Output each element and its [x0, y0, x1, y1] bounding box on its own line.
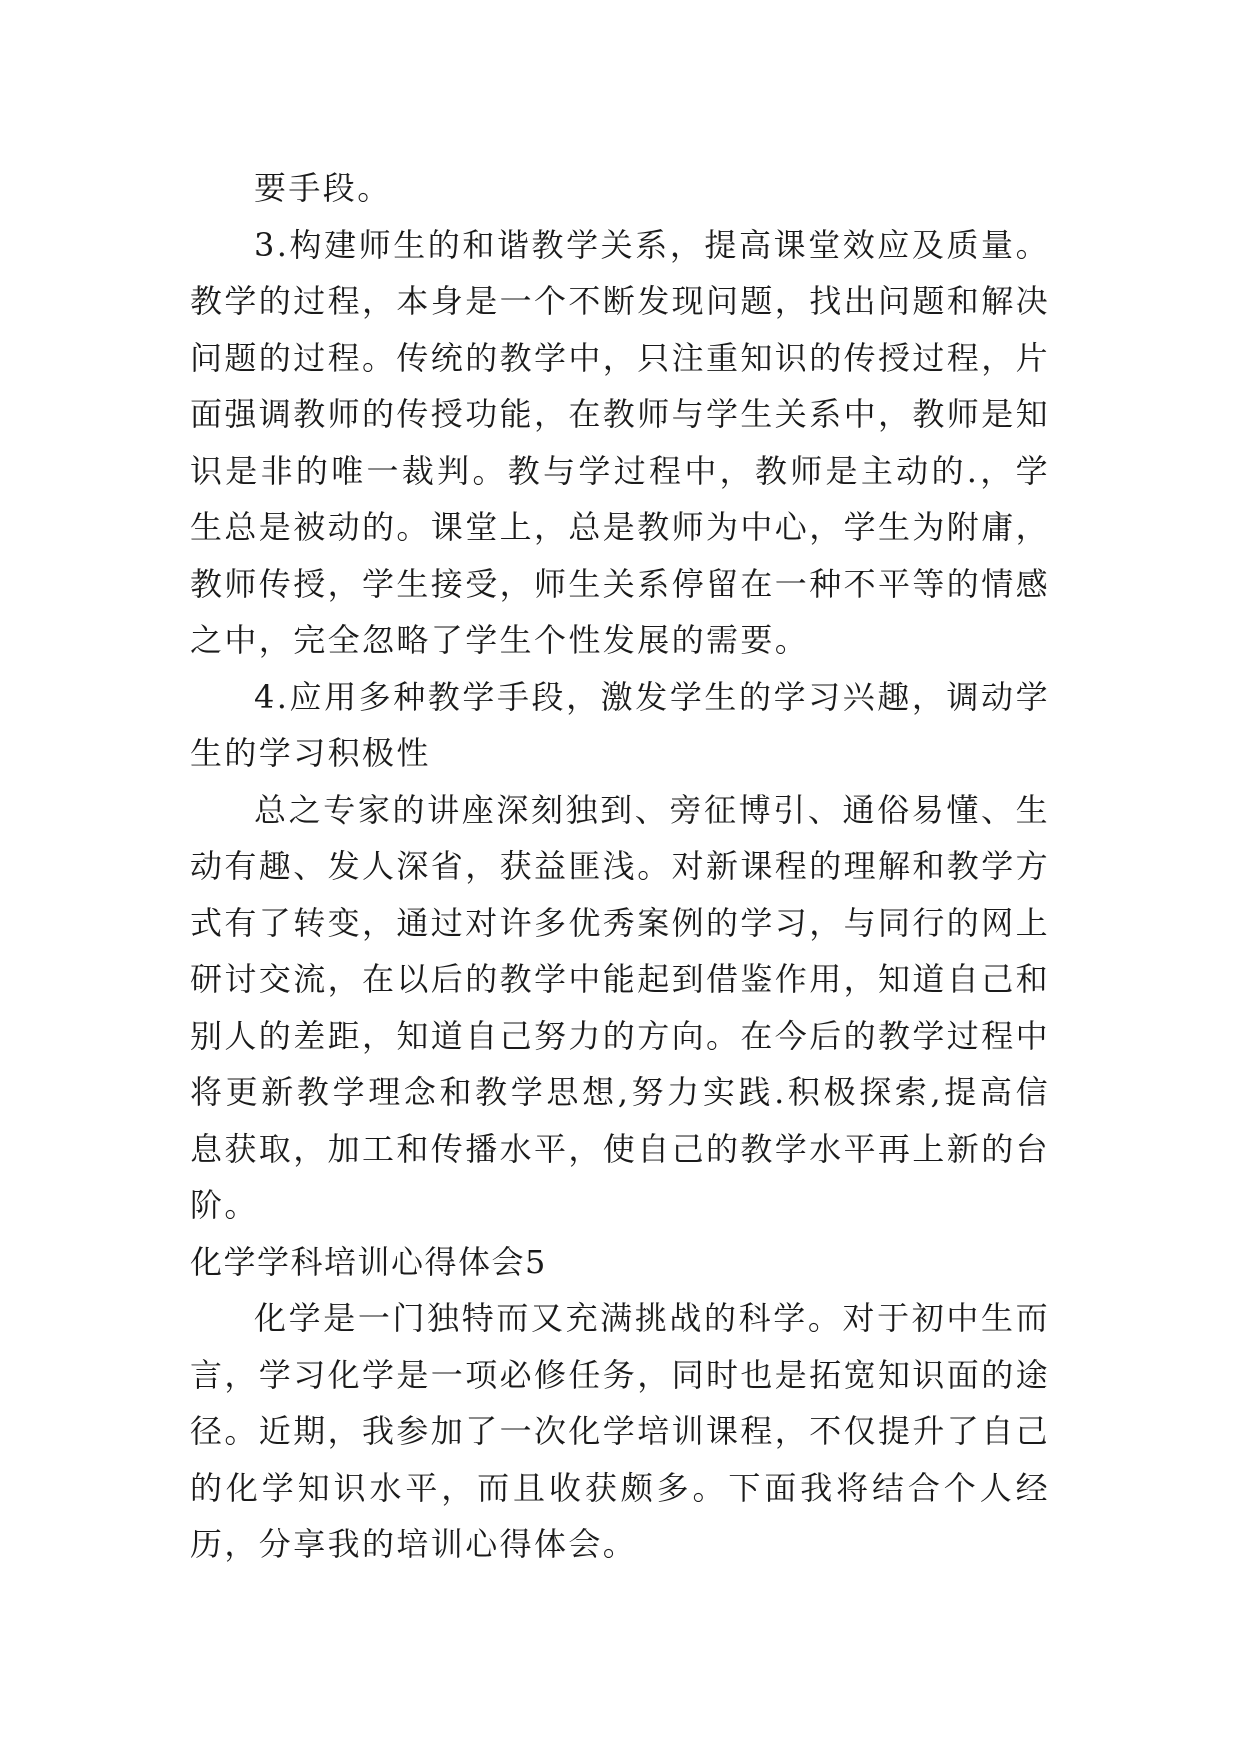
paragraph-point-4: 4.应用多种教学手段，激发学生的学习兴趣，调动学生的学习积极性 — [190, 677, 1050, 772]
paragraph-continuation: 要手段。 — [254, 169, 392, 207]
paragraph-intro: 化学是一门独特而又充满挑战的科学。对于初中生而言，学习化学是一项必修任务，同时也是拓宽知识面的途径。近期，我参加了一次化学培训课程，不仅提升了自己的化学知识水平，而且收获颇多。下面我将结合个人经历，分享我的培训心得体会。 — [190, 1299, 1051, 1563]
document-body — [190, 160, 1050, 1573]
paragraph-point-3: 3.构建师生的和谐教学关系，提高课堂效应及质量。教学的过程，本身是一个不断发现问题，找出问题和解决问题的过程。传统的教学中，只注重知识的传授过程，片面强调教师的传授功能，在教师与学生关系中，教师是知识是非的唯一裁判。教与学过程中，教师是主动的.，学生总是被动的。课堂上，总是教师为中心，学生为附庸，教师传授，学生接受，师生关系停留在一种不平等的情感之中，完全忽略了学生个性发展的需要。 — [190, 225, 1051, 659]
paragraph-summary: 总之专家的讲座深刻独到、旁征博引、通俗易懂、生动有趣、发人深省，获益匪浅。对新课程的理解和教学方式有了转变，通过对许多优秀案例的学习，与同行的网上研讨交流，在以后的教学中能起到借鉴作用，知道自己和别人的差距，知道自己努力的方向。在今后的教学过程中将更新教学理念和教学思想,努力实践.积极探索,提高信息获取，加工和传播水平，使自己的教学水平再上新的台阶。 — [190, 790, 1051, 1224]
section-heading: 化学学科培训心得体会5 — [190, 1242, 547, 1281]
